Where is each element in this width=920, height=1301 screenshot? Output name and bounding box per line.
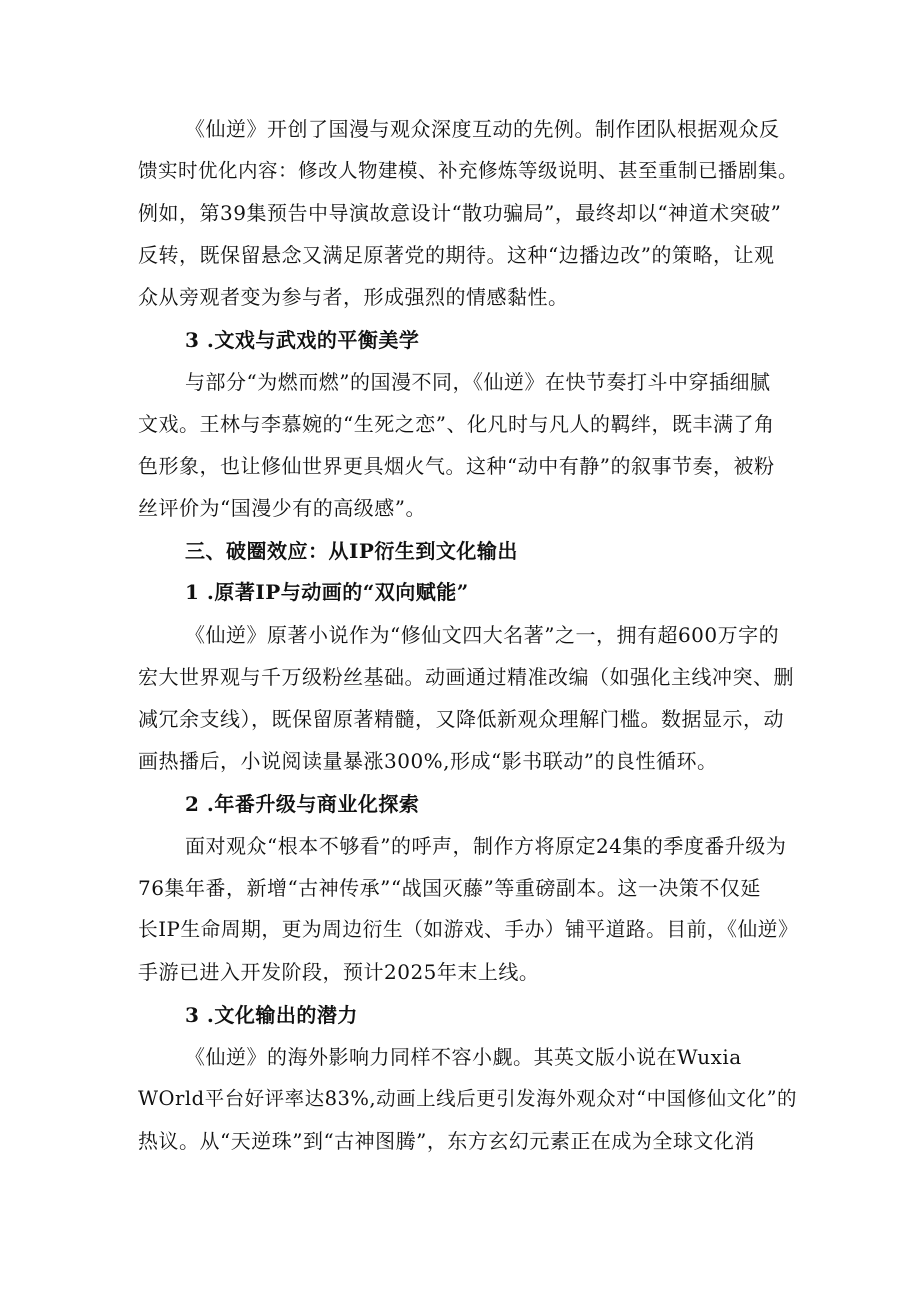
paragraph-line: 丝评价为“国漫少有的高级感”。 (138, 496, 426, 520)
paragraph-line: 面对观众“根本不够看”的呼声，制作方将原定24集的季度番升级为 (185, 834, 787, 858)
paragraph-line: WOrld平台好评率达83%,动画上线后更引发海外观众对“中国修仙文化”的 (138, 1087, 798, 1110)
paragraph-line: 反转，既保留悬念又满足原著党的期待。这种“边播边改”的策略，让观 (138, 243, 775, 267)
paragraph-line: 《仙逆》的海外影响力同样不容小觑。其英文版小说在Wuxia (185, 1045, 742, 1069)
chapter-heading: 三、破圈效应：从IP衍生到文化输出 (185, 539, 518, 563)
paragraph-line: 与部分“为燃而燃”的国漫不同，《仙逆》在快节奏打斗中穿插细腻 (185, 370, 771, 394)
paragraph-line: 例如，第39集预告中导演故意设计“散功骗局”，最终却以“神道术突破” (138, 201, 782, 225)
paragraph-line: 色形象，也让修仙世界更具烟火气。这种“动中有静”的叙事节奏，被粉 (138, 454, 775, 478)
paragraph-line: 《仙逆》开创了国漫与观众深度互动的先例。制作团队根据观众反 (185, 117, 780, 141)
paragraph-line: 《仙逆》原著小说作为“修仙文四大名著”之一，拥有超600万字的 (185, 623, 780, 647)
paragraph-line: 76集年番，新增“古神传承”“战国灭藤”等重磅副本。这一决策不仅延 (138, 876, 761, 900)
section-heading: 1 .原著IP与动画的“双向赋能” (185, 580, 469, 604)
paragraph-line: 减冗余支线），既保留原著精髓，又降低新观众理解门槛。数据显示，动 (138, 707, 784, 731)
paragraph-line: 文戏。王林与李慕婉的“生死之恋”、化凡时与凡人的羁绊，既丰满了角 (138, 412, 775, 436)
paragraph-line: 宏大世界观与千万级粉丝基础。动画通过精准改编（如强化主线冲突、删 (138, 665, 794, 689)
paragraph-line: 手游已进入开发阶段，预计2025年末上线。 (138, 960, 540, 984)
section-heading: 2 .年番升级与商业化探索 (185, 792, 420, 816)
section-heading: 3 .文化输出的潜力 (185, 1003, 358, 1027)
paragraph-line: 众从旁观者变为参与者，形成强烈的情感黏性。 (138, 285, 569, 309)
paragraph-line: 画热播后，小说阅读量暴涨300%,形成“影书联动”的良性循环。 (138, 749, 718, 773)
paragraph-line: 馈实时优化内容：修改人物建模、补充修炼等级说明、甚至重制已播剧集。 (138, 159, 799, 182)
section-heading: 3 .文戏与武戏的平衡美学 (185, 328, 420, 352)
paragraph-line: 热议。从“天逆珠”到“古神图腾”，东方玄幻元素正在成为全球文化消 (138, 1129, 755, 1153)
paragraph-line: 长IP生命周期，更为周边衍生（如游戏、手办）铺平道路。目前，《仙逆》 (138, 918, 799, 941)
